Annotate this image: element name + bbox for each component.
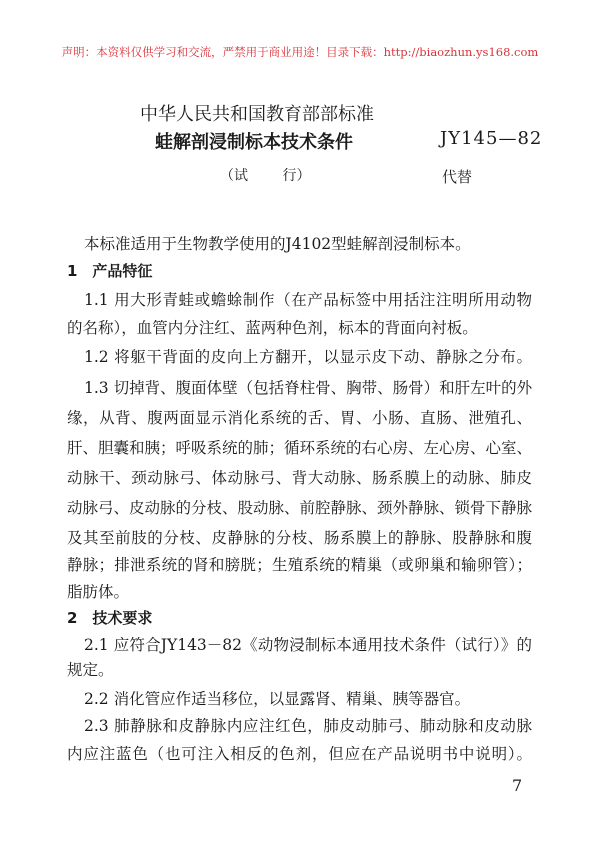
body-line: 的名称），血管内分注红、蓝两种色剂，标本的背面向衬板。 <box>67 319 478 337</box>
body-line: 1.3 切掉背、腹面体壁（包括脊柱骨、胸带、肠骨）和肝左叶的外 <box>84 379 533 397</box>
intro-paragraph: 本标准适用于生物教学使用的J4102型蛙解剖浸制标本。 <box>84 235 471 253</box>
body-line: 动脉干、颈动脉弓、体动脉弓、背大动脉、肠系膜上的动脉、肺皮 <box>67 469 532 487</box>
trial-label: （试 行） <box>220 168 311 184</box>
body-line: 肝、胆囊和胰；呼吸系统的肺；循环系统的右心房、左心房、心室、 <box>67 439 533 457</box>
body-line: 1.1 用大形青蛙或蟾蜍制作（在产品标签中用括注注明所用动物 <box>84 291 532 309</box>
replaces-label: 代替 <box>442 168 473 186</box>
section-2-heading: 2 技术要求 <box>67 609 153 627</box>
body-line: 2.2 消化管应作适当移位，以显露肾、精巢、胰等器官。 <box>84 690 471 708</box>
section-1-heading: 1 产品特征 <box>67 262 153 280</box>
watermark-notice: 声明：本资料仅供学习和交流，严禁用于商业用途！目录下载：http://biaozhun.ys168.com <box>61 45 539 59</box>
body-line: 动脉弓、皮动脉的分枝、股动脉、前腔静脉、颈外静脉、锁骨下静脉 <box>67 499 533 517</box>
standard-code: JY145—82 <box>440 128 543 149</box>
body-line: 静脉；排泄系统的肾和膀胱；生殖系统的精巢（或卵巢和输卵管）； <box>67 556 532 574</box>
document-title: 蛙解剖浸制标本技术条件 <box>155 132 353 153</box>
body-line: 2.3 肺静脉和皮静脉内应注红色，肺皮动肺弓、肺动脉和皮动脉 <box>84 717 532 735</box>
body-line: 脂肪体。 <box>67 583 130 601</box>
body-line: 1.2 将躯干背面的皮向上方翻开，以显示皮下动、静脉之分布。 <box>84 348 532 366</box>
page-number: 7 <box>512 776 523 795</box>
body-line: 及其至前肢的分枝、皮静脉的分枝、肠系膜上的静脉、股静脉和腹 <box>67 529 532 547</box>
body-line: 规定。 <box>67 661 114 679</box>
body-line: 缘，从背、腹两面显示消化系统的舌、胃、小肠、直肠、泄殖孔、 <box>67 409 532 427</box>
body-line: 内应注蓝色（也可注入相反的色剂，但应在产品说明书中说明）。 <box>67 745 532 763</box>
issuer-heading: 中华人民共和国教育部部标准 <box>140 104 374 125</box>
body-line: 2.1 应符合JY143－82《动物浸制标本通用技术条件（试行）》的 <box>84 636 532 654</box>
